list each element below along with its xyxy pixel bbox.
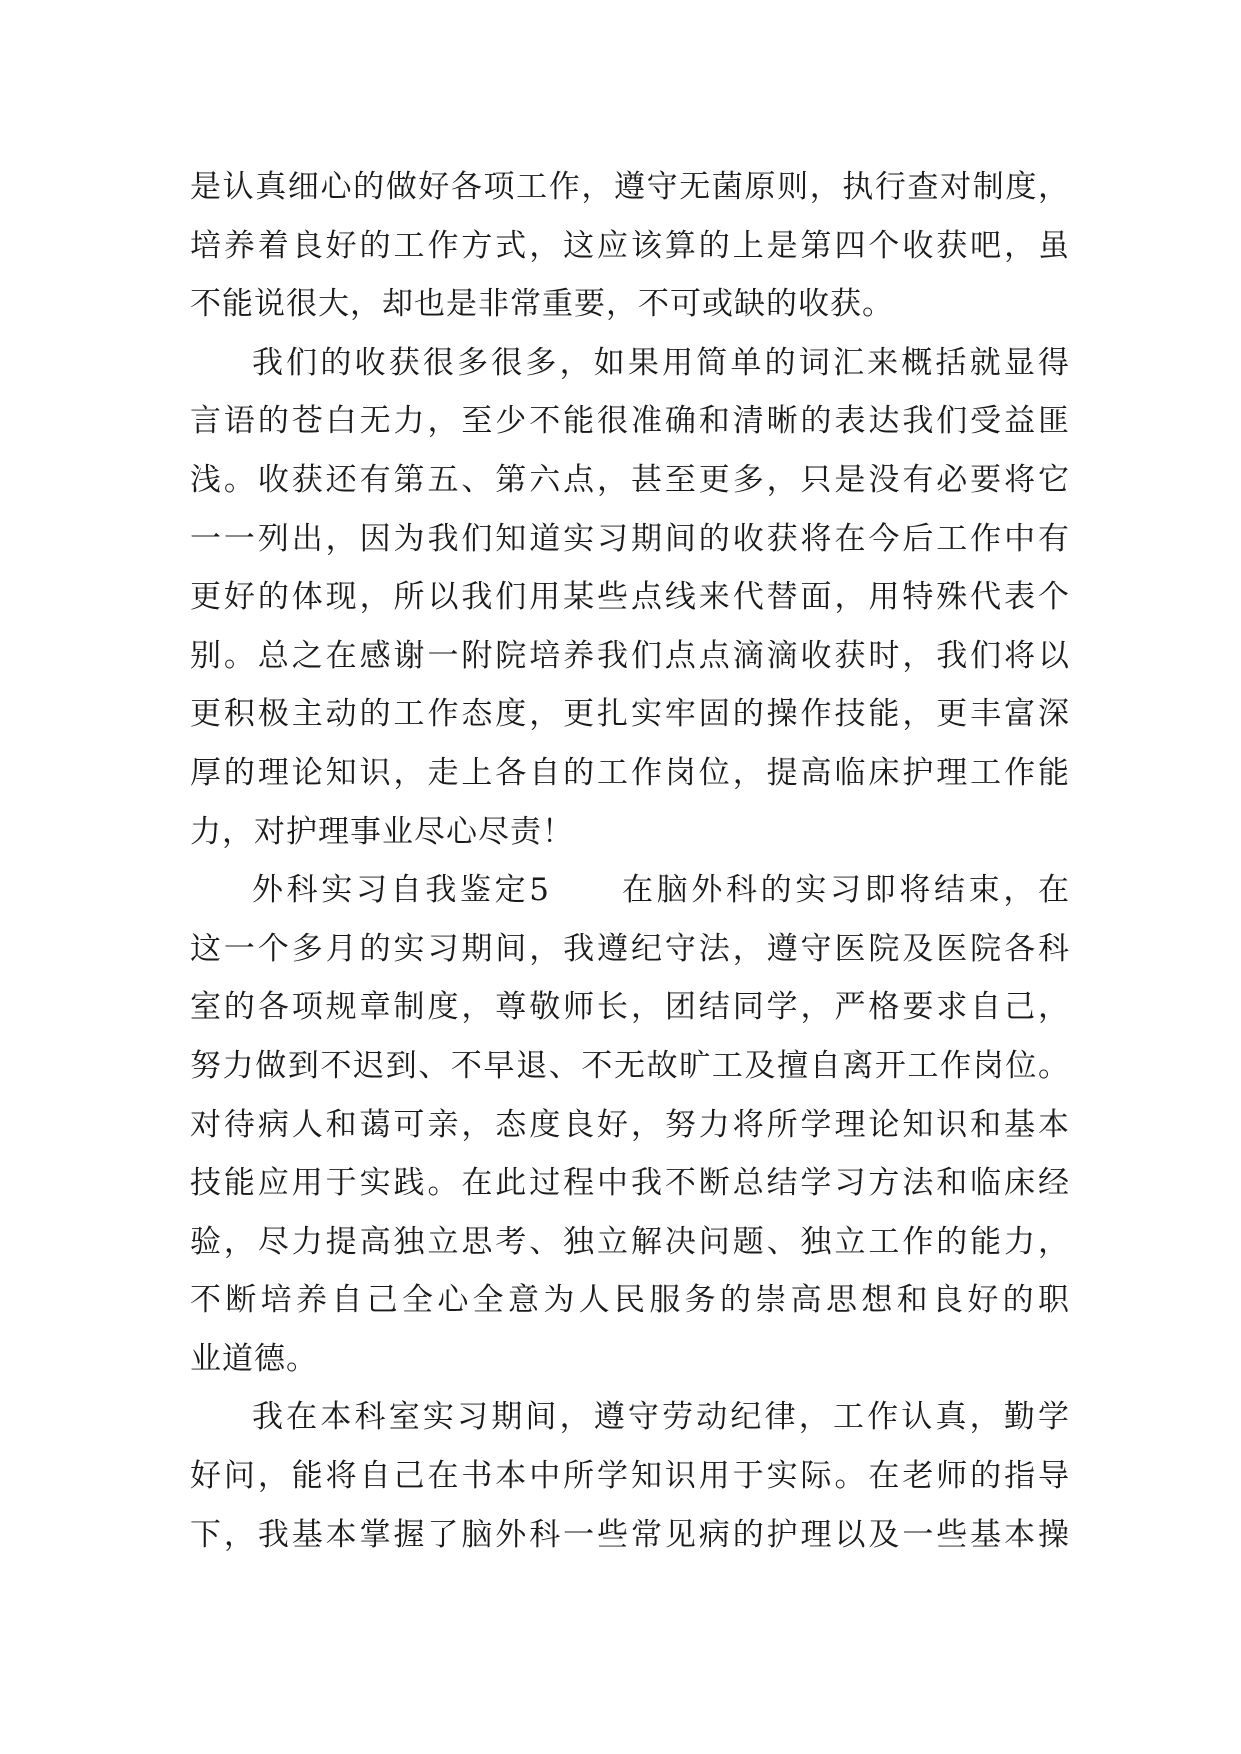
- paragraph-start-line: 外科实习自我鉴定5 在脑外科的实习即将结束，在: [252, 872, 1070, 909]
- text-line: 好问，能将自己在书本中所学知识用于实际。在老师的指导: [190, 1458, 1070, 1495]
- text-line: 更积极主动的工作态度，更扎实牢固的操作技能，更丰富深: [190, 696, 1070, 733]
- text-line: 下，我基本掌握了脑外科一些常见病的护理以及一些基本操: [190, 1516, 1070, 1553]
- text-line: 别。总之在感谢一附院培养我们点点滴滴收获时，我们将以: [190, 637, 1070, 674]
- text-line: 是认真细心的做好各项工作，遵守无菌原则，执行查对制度，: [190, 169, 1070, 205]
- text-line: 这一个多月的实习期间，我遵纪守法，遵守医院及医院各科: [190, 930, 1070, 967]
- text-line: 不断培养自己全心全意为人民服务的崇高思想和良好的职: [190, 1282, 1070, 1319]
- text-line: 浅。收获还有第五、第六点，甚至更多，只是没有必要将它: [190, 461, 1070, 498]
- document-body: [190, 158, 1070, 1564]
- text-line: 验，尽力提高独立思考、独立解决问题、独立工作的能力，: [190, 1223, 1070, 1260]
- text-line: 不能说很大，却也是非常重要，不可或缺的收获。: [190, 286, 894, 323]
- text-line: 对待病人和蔼可亲，态度良好，努力将所学理论知识和基本: [190, 1106, 1070, 1143]
- text-line: 更好的体现，所以我们用某些点线来代替面，用特殊代表个: [190, 579, 1070, 616]
- text-line: 言语的苍白无力，至少不能很准确和清晰的表达我们受益匪: [190, 403, 1070, 440]
- text-line: 室的各项规章制度，尊敬师长，团结同学，严格要求自己，: [190, 989, 1070, 1026]
- text-line: 厚的理论知识，走上各自的工作岗位，提高临床护理工作能: [190, 754, 1070, 791]
- text-line: 努力做到不迟到、不早退、不无故旷工及擅自离开工作岗位。: [190, 1047, 1070, 1084]
- paragraph-start-line: 我们的收获很多很多，如果用简单的词汇来概括就显得: [252, 344, 1070, 381]
- text-line: 一一列出，因为我们知道实习期间的收获将在今后工作中有: [190, 520, 1070, 557]
- text-line: 技能应用于实践。在此过程中我不断总结学习方法和临床经: [190, 1165, 1070, 1202]
- text-line: 业道德。: [190, 1340, 318, 1377]
- text-line: 培养着良好的工作方式，这应该算的上是第四个收获吧，虽: [190, 227, 1070, 264]
- paragraph-start-line: 我在本科室实习期间，遵守劳动纪律，工作认真，勤学: [252, 1399, 1070, 1436]
- text-line: 力，对护理事业尽心尽责！: [190, 813, 574, 850]
